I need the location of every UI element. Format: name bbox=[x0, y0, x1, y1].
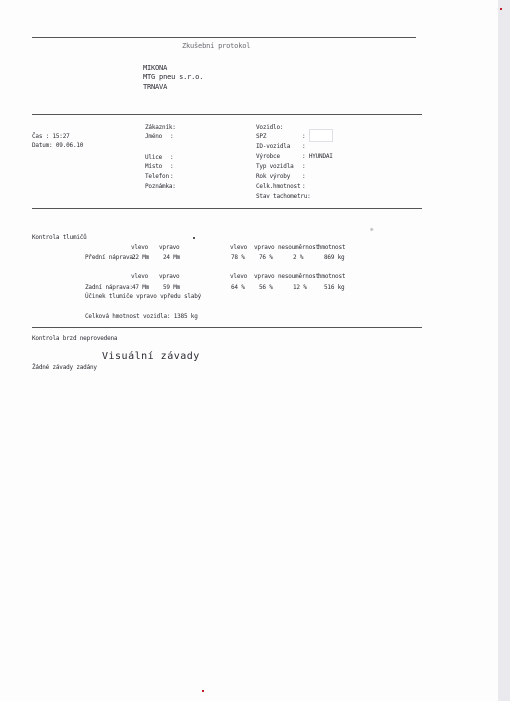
vehicle-plate-value: : bbox=[302, 133, 306, 140]
customer-name-label: Jméno bbox=[145, 133, 163, 140]
rear-col-left: vlevo bbox=[131, 273, 149, 280]
time-text: Čas : 15:27 bbox=[32, 133, 70, 140]
vehicle-odometer-label: Stav tachometru: bbox=[256, 193, 311, 200]
vehicle-weight-value: : bbox=[302, 183, 306, 190]
brakes-status: Kontrola brzd neprovedena bbox=[32, 335, 118, 342]
company-city: TRNAVA bbox=[143, 83, 168, 91]
vehicle-weight-label: Celk.hmotnost bbox=[256, 183, 301, 190]
damper-note: Účinek tlumiče vpravo vpředu slabý bbox=[85, 293, 202, 300]
visual-text: Žádné závady zadány bbox=[32, 364, 97, 371]
rear-col-asymmetry: nesouměrnost bbox=[278, 273, 319, 280]
total-weight: Celková hmotnost vozidla: 1385 kg bbox=[85, 313, 198, 320]
report-title: Zkušební protokol bbox=[182, 42, 251, 50]
front-asymmetry: 2 % bbox=[293, 254, 304, 261]
front-left-value: 22 Mm bbox=[132, 254, 150, 261]
redacted-plate bbox=[309, 129, 333, 142]
rear-col-right-pct: vpravo bbox=[254, 273, 275, 280]
customer-street-label: Ulice bbox=[145, 154, 163, 161]
dampers-title: Kontrola tlumičů bbox=[32, 234, 87, 241]
customer-city-label: Místo bbox=[145, 163, 163, 170]
rear-asymmetry: 12 % bbox=[293, 284, 307, 291]
front-right-pct: 76 % bbox=[259, 254, 273, 261]
front-right-value: 24 Mm bbox=[163, 254, 181, 261]
dampers-rule bbox=[32, 327, 422, 328]
company-name: MIKONA bbox=[143, 64, 168, 72]
rear-col-right: vpravo bbox=[159, 273, 180, 280]
front-col-asymmetry: nesouměrnost bbox=[278, 244, 319, 251]
rear-mass: 516 kg bbox=[324, 284, 345, 291]
customer-city-value: : bbox=[170, 163, 174, 170]
vehicle-id-label: ID-vozidla bbox=[256, 143, 291, 150]
edge-mark-top bbox=[500, 8, 502, 10]
vehicle-year-value: : bbox=[302, 173, 306, 180]
rear-col-mass: hmotnost bbox=[318, 273, 346, 280]
vehicle-maker-value: : HYUNDAI bbox=[302, 153, 333, 160]
rear-right-pct: 56 % bbox=[259, 284, 273, 291]
rear-axle-label: Zadní náprava: bbox=[85, 284, 133, 291]
customer-note-label: Poznámka: bbox=[145, 183, 176, 190]
customer-street-value: : bbox=[170, 154, 174, 161]
customer-label: Zákazník: bbox=[145, 124, 176, 131]
visual-heading: Visuální závady bbox=[102, 351, 200, 362]
front-axle-label: Přední náprava: bbox=[85, 254, 137, 261]
date-text: Datum: 09.06.10 bbox=[32, 142, 84, 149]
vehicle-rule bbox=[32, 208, 422, 209]
customer-phone-value: : bbox=[170, 173, 174, 180]
rear-left-value: 47 Mm bbox=[132, 284, 150, 291]
rear-right-value: 59 Mm bbox=[163, 284, 181, 291]
front-col-mass: hmotnost bbox=[318, 244, 346, 251]
customer-phone-label: Telefon bbox=[145, 173, 169, 180]
front-col-left-pct: vlevo bbox=[230, 244, 248, 251]
page-edge bbox=[498, 0, 510, 701]
rear-left-pct: 64 % bbox=[231, 284, 245, 291]
vehicle-maker-label: Výrobce bbox=[256, 153, 280, 160]
front-mass: 869 kg bbox=[324, 254, 345, 261]
edge-mark-bottom bbox=[202, 690, 204, 692]
rear-col-left-pct: vlevo bbox=[230, 273, 248, 280]
vehicle-year-label: Rok výroby bbox=[256, 173, 291, 180]
vehicle-label: Vozidlo: bbox=[256, 124, 284, 131]
vehicle-plate-label: SPZ bbox=[256, 133, 267, 140]
company-line2: MTG pneu s.r.o. bbox=[143, 73, 204, 81]
header-rule bbox=[32, 114, 422, 115]
front-col-right-pct: vpravo bbox=[254, 244, 275, 251]
vehicle-type-label: Typ vozidla bbox=[256, 163, 294, 170]
customer-name-value: : bbox=[170, 133, 174, 140]
top-rule bbox=[32, 37, 416, 38]
front-col-left: vlevo bbox=[131, 244, 149, 251]
vehicle-id-value: : bbox=[302, 143, 306, 150]
ink-speck bbox=[193, 237, 195, 239]
ink-smudge: ❈ bbox=[370, 226, 374, 233]
vehicle-type-value: : bbox=[302, 163, 306, 170]
front-col-right: vpravo bbox=[159, 244, 180, 251]
front-left-pct: 78 % bbox=[231, 254, 245, 261]
